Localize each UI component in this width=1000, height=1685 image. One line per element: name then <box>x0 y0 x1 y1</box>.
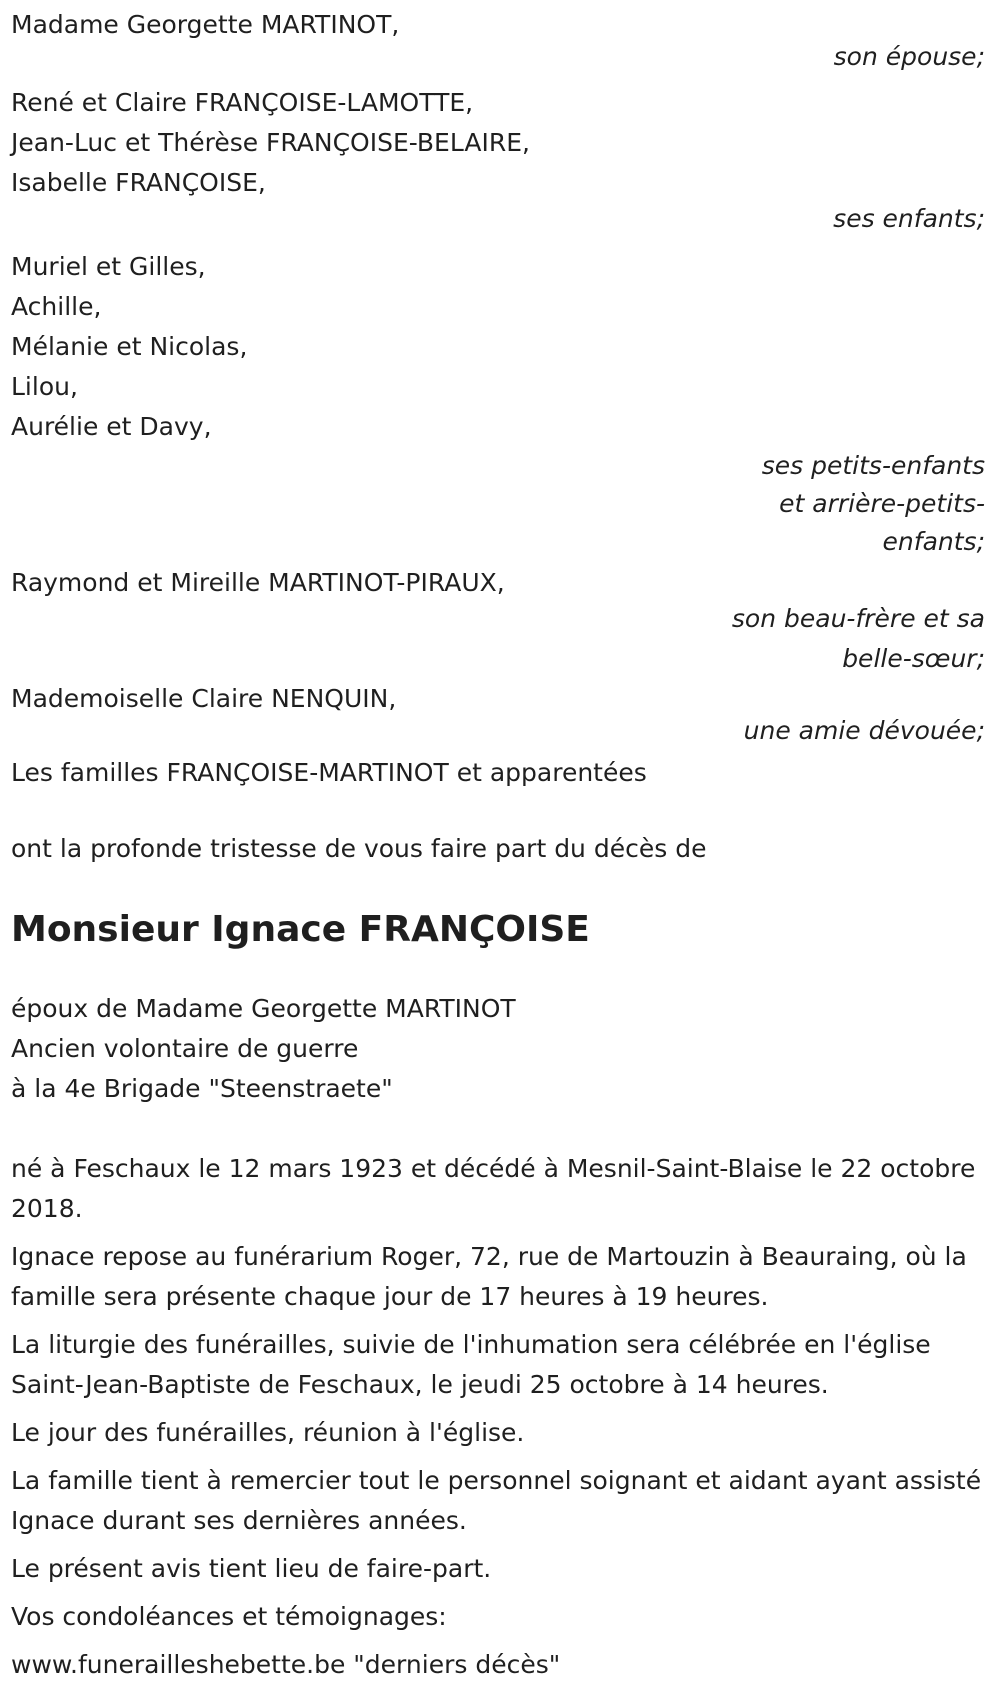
liturgy-paragraph: La liturgie des funérailles, suivie de l'inhumation sera célébrée en l'église Saint-Jean-Baptiste de Feschaux, le jeudi 25 octobre à 14 heures. <box>11 1330 931 1399</box>
grandchild-name: Achille, <box>11 292 102 321</box>
in-laws-relation <box>11 599 985 679</box>
spouse-name: Madame Georgette MARTINOT, <box>11 10 400 39</box>
thanks-paragraph: La famille tient à remercier tout le personnel soignant et aidant ayant assisté Ignace durant ses dernières années. <box>11 1466 982 1535</box>
spouse-group <box>11 5 985 77</box>
title-line: époux de Madame Georgette MARTINOT <box>11 994 516 1023</box>
children-relation: ses enfants; <box>833 204 985 233</box>
spouse-relation: son épouse; <box>833 42 985 71</box>
families-line <box>11 753 985 793</box>
child-name: René et Claire FRANÇOISE-LAMOTTE, <box>11 88 474 117</box>
grandchildren-relation-line: ses petits-enfants <box>761 451 985 480</box>
details <box>11 1149 985 1685</box>
website-link[interactable]: www.funerailleshebette.be "derniers décès" <box>11 1650 561 1679</box>
title-line: à la 4e Brigade "Steenstraete" <box>11 1074 393 1103</box>
funerarium-paragraph: Ignace repose au funérarium Roger, 72, rue de Martouzin à Beauraing, où la famille sera présente chaque jour de 17 heures à 19 heures. <box>11 1242 967 1311</box>
grandchildren-relation-line: enfants; <box>882 527 985 556</box>
in-laws-group <box>11 563 985 679</box>
deceased-titles <box>11 989 985 1109</box>
grandchildren-relation <box>11 447 985 561</box>
grandchild-name: Muriel et Gilles, <box>11 252 206 281</box>
grandchildren-group <box>11 247 985 561</box>
child-name: Isabelle FRANÇOISE, <box>11 168 266 197</box>
child-name: Jean-Luc et Thérèse FRANÇOISE-BELAIRE, <box>11 128 530 157</box>
grandchild-name: Lilou, <box>11 372 78 401</box>
in-laws-relation-line: belle-sœur; <box>842 644 985 673</box>
grandchild-name: Aurélie et Davy, <box>11 412 212 441</box>
children-group <box>11 83 985 239</box>
website-line <box>11 1645 985 1685</box>
obituary-notice <box>11 5 985 1685</box>
condolences-paragraph: Vos condoléances et témoignages: <box>11 1602 447 1631</box>
families-text: Les familles FRANÇOISE-MARTINOT et apparentées <box>11 758 647 787</box>
in-laws-relation-line: son beau-frère et sa <box>731 604 985 633</box>
notice-paragraph: Le présent avis tient lieu de faire-part. <box>11 1554 492 1583</box>
grandchildren-relation-line: et arrière-petits- <box>779 489 985 518</box>
friend-group <box>11 679 985 751</box>
meeting-paragraph: Le jour des funérailles, réunion à l'église. <box>11 1418 525 1447</box>
grandchild-name: Mélanie et Nicolas, <box>11 332 248 361</box>
intro-line <box>11 829 985 869</box>
title-line: Ancien volontaire de guerre <box>11 1034 359 1063</box>
birth-death-paragraph: né à Feschaux le 12 mars 1923 et décédé à Mesnil-Saint-Blaise le 22 octobre 2018. <box>11 1154 976 1223</box>
in-laws-name: Raymond et Mireille MARTINOT-PIRAUX, <box>11 568 505 597</box>
friend-name: Mademoiselle Claire NENQUIN, <box>11 684 397 713</box>
deceased-name: Monsieur Ignace FRANÇOISE <box>11 909 590 950</box>
friend-relation: une amie dévouée; <box>743 716 985 745</box>
intro-text: ont la profonde tristesse de vous faire part du décès de <box>11 834 707 863</box>
